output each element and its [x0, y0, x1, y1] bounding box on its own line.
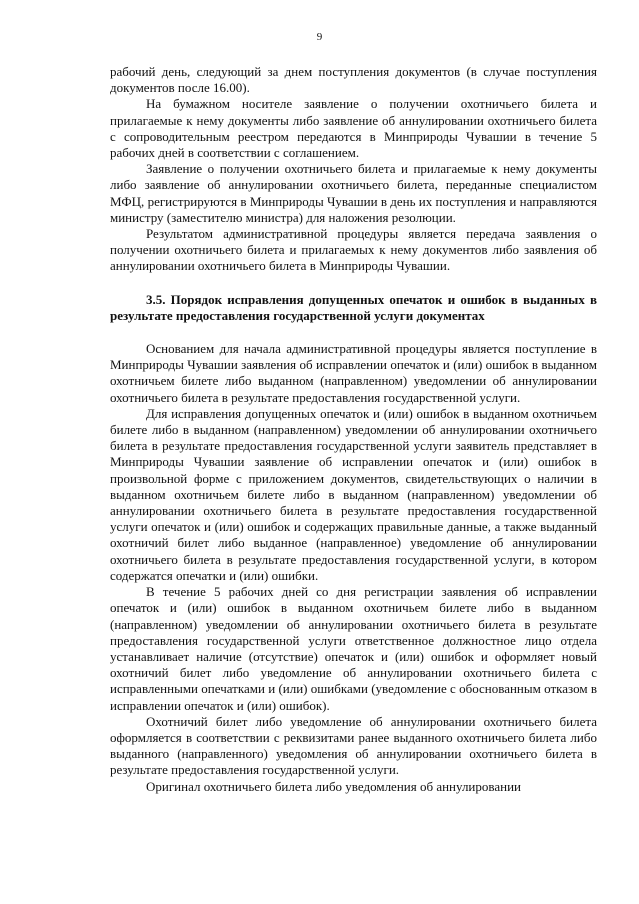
paragraph-truncated: Оригинал охотничьего билета либо уведомления об аннулировании — [146, 778, 521, 794]
paragraph: Для исправления допущенных опечаток и (или) ошибок в выданном охотничьем билете либо в выданном (направленном) уведомлении об аннулировании охотничьего билета в результате предоставления государственной услуги заявитель представляет в Минприроды Чувашии заявление об исправлении опечаток и (или) ошибок в произвольной форме с приложением документов, свидетельствующих о наличии в выданном охотничьем билете либо в выданном (направленном) уведомлении об аннулировании охотничьего билета в результате предоставления государственной услуги опечаток и (или) ошибок и содержащих правильные данные, а также выданный охотничий билет либо выданное (направленное) уведомление об аннулировании охотничьего билета в результате предоставления государственной услуги, в котором содержатся опечатки и (или) ошибки. — [110, 405, 597, 583]
paragraph: Заявление о получении охотничьего билета и прилагаемые к нему документы либо заявление об аннулировании охотничьего билета, переданные специалистом МФЦ, регистрируются в Минприроды Чувашии в день их поступления и направляются министру (заместителю министра) для наложения резолюции. — [110, 161, 597, 225]
paragraph: В течение 5 рабочих дней со дня регистрации заявления об исправлении опечаток и (или) ошибок в выданном охотничьем билете либо в выданном (направленном) уведомлении об аннулировании охотничьего билета в результате предоставления государственной услуги ответственное должностное лицо отдела устанавливает наличие (отсутствие) опечаток и (или) ошибок и оформляет новый охотничий билет либо уведомление об аннулировании охотничьего билета с исправленными опечатками и (или) ошибками (уведомление с обоснованным отказом в исправлении опечаток и (или) ошибок). — [110, 584, 597, 713]
page-number: 9 — [316, 31, 323, 43]
section-heading: 3.5. Порядок исправления допущенных опечаток и ошибок в выданных в результате предоставления государственной услуги документах — [110, 291, 597, 323]
paragraph-continuation: рабочий день, следующий за днем поступления документов (в случае поступления документов после 16.00). — [110, 64, 597, 96]
paragraph: Результатом административной процедуры является передача заявления о получении охотничьего билета и прилагаемых к нему документов либо заявления об аннулировании охотничьего билета в Минприроды Чувашии. — [110, 226, 597, 274]
paragraph: На бумажном носителе заявление о получении охотничьего билета и прилагаемые к нему документы либо заявление об аннулировании охотничьего билета с сопроводительным реестром передаются в Минприроды Чувашии в течение 5 рабочих дней в соответствии с соглашением. — [110, 96, 597, 161]
paragraph: Основанием для начала административной процедуры является поступление в Минприроды Чувашии заявления об исправлении опечаток и (или) ошибок в выданном охотничьем билете либо выданном (направленном) уведомлении об аннулировании охотничьего билета в результате предоставления государственной услуги. — [110, 341, 597, 405]
document-body — [110, 64, 597, 795]
paragraph: Охотничий билет либо уведомление об аннулировании охотничьего билета оформляется в соответствии с реквизитами ранее выданного охотничьего билета либо выданного (направленного) уведомления об аннулировании охотничьего билета в результате предоставления государственной услуги. — [110, 713, 597, 778]
